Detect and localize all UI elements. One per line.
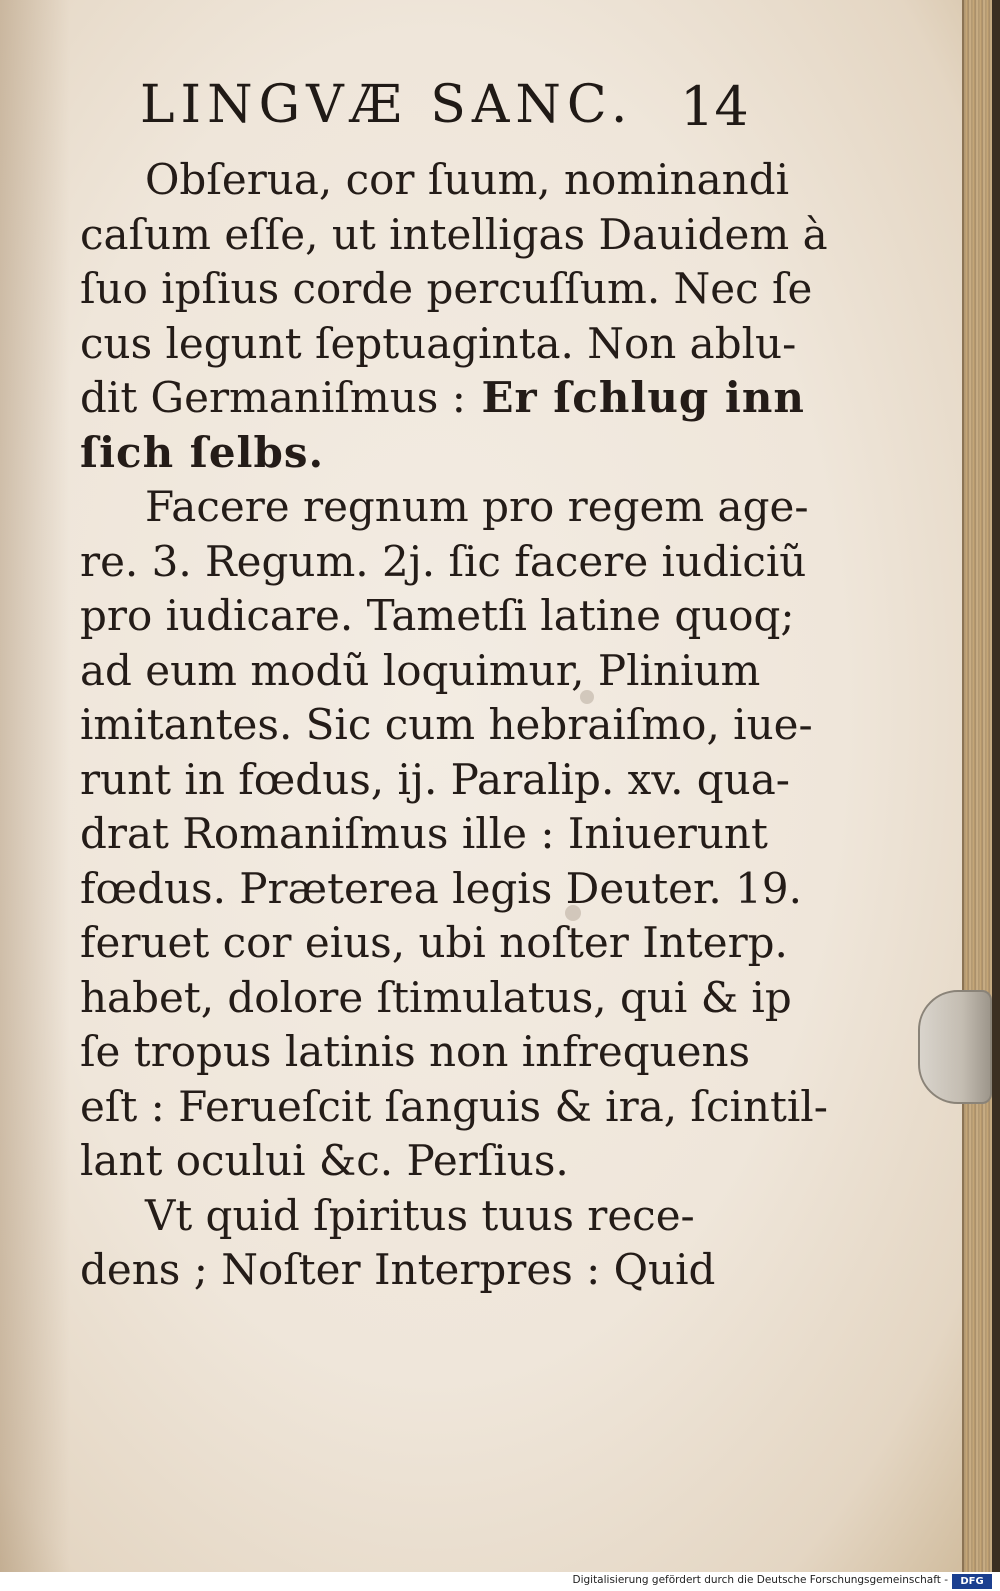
- text-line: [80, 1077, 828, 1137]
- latin-text: ad eum modũ loquimur, Plinium: [80, 645, 761, 695]
- text-line: [80, 750, 790, 810]
- text-line: [145, 150, 825, 210]
- latin-text: cus legunt ſeptuaginta. Non ablu-: [80, 318, 797, 368]
- latin-text: feruet cor eius, ubi noſter Interp.: [80, 918, 788, 967]
- dfg-logo: DFG: [952, 1574, 992, 1589]
- latin-text: habet, dolore ſtimulatus, qui & ip: [80, 972, 792, 1022]
- latin-text: Facere regnum pro regem age-: [145, 482, 809, 531]
- latin-text: dens ; Noſter Interpres : Quid: [80, 1245, 716, 1294]
- latin-text: pro iudicare. Tametſi latine quoq;: [80, 591, 795, 640]
- latin-text: imitantes. Sic cum hebraiſmo, iue-: [80, 700, 813, 749]
- text-line: [80, 368, 805, 428]
- latin-text: re. 3. Regum. 2j. ſic facere iudiciũ: [80, 536, 807, 586]
- german-blackletter-text: ſich ſelbs.: [80, 427, 325, 477]
- book-edge-shadow: [992, 0, 1000, 1572]
- text-line: [80, 913, 788, 973]
- book-clasp: [918, 990, 992, 1104]
- latin-text: Obſerua, cor ſuum, nominandi: [145, 155, 790, 204]
- text-line: [80, 259, 813, 319]
- gutter-shadow: [0, 0, 70, 1572]
- text-line: [80, 205, 828, 265]
- text-line: [145, 1186, 825, 1246]
- latin-text: runt in fœdus, ij. Paralip. xv. qua-: [80, 754, 790, 804]
- text-line: [145, 477, 825, 537]
- latin-text: dit Germaniſmus :: [80, 373, 466, 422]
- latin-text: lant ocului &c. Perſius.: [80, 1136, 569, 1185]
- text-line: [80, 641, 760, 701]
- latin-text: ſe tropus latinis non infrequens: [80, 1027, 751, 1076]
- text-line: [80, 968, 792, 1028]
- latin-text: eſt : Feruеſcit ſanguis & ira, ſcintil-: [80, 1081, 828, 1131]
- latin-text: fœdus. Præterea legis Deuter. 19.: [80, 863, 802, 913]
- text-line: [80, 423, 760, 483]
- latin-text: drat Romaniſmus ille : Iniuerunt: [80, 809, 768, 858]
- text-line: [80, 586, 795, 646]
- german-blackletter-text: Er ſchlug inn: [465, 373, 805, 422]
- page-number: 14: [680, 75, 749, 138]
- text-line: [80, 1131, 760, 1191]
- latin-text: ſuo ipſius corde percuſſum. Nec ſe: [80, 264, 813, 313]
- running-head: LINGVÆ SANC.: [140, 75, 634, 135]
- latin-text: caſum eſſe, ut intelligas Dauidem à: [80, 209, 828, 259]
- text-line: [80, 314, 797, 374]
- text-line: [80, 1240, 760, 1300]
- text-line: [80, 804, 768, 864]
- footer-credit: Digitalisierung gefördert durch die Deutsche Forschungsgemeinschaft -: [572, 1574, 948, 1586]
- text-line: [80, 532, 807, 592]
- text-line: [80, 695, 813, 755]
- latin-text: Vt quid ſpiritus tuus rece-: [145, 1190, 695, 1240]
- text-line: [80, 1022, 760, 1082]
- text-line: [80, 859, 802, 919]
